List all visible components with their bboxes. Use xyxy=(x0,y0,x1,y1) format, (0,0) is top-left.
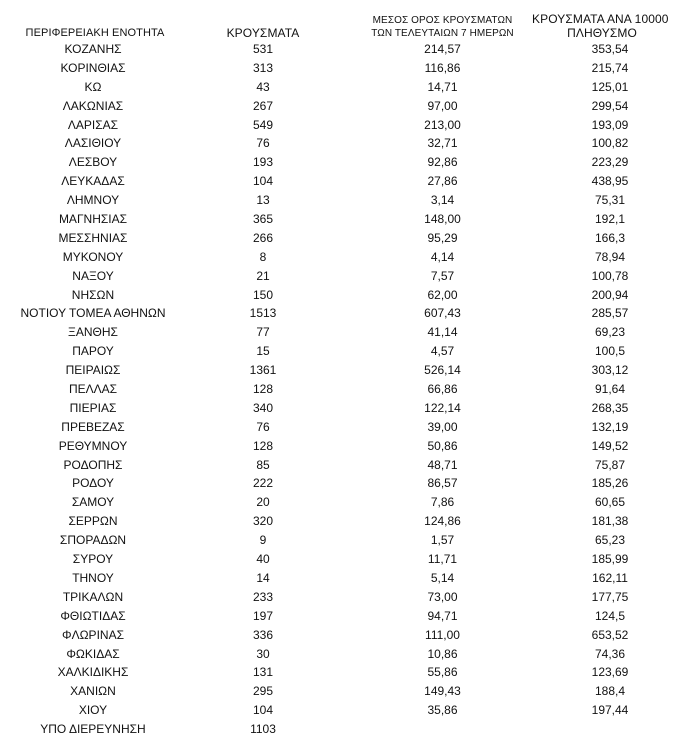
cell-region: ΧΙΟΥ xyxy=(78,703,108,718)
cell-avg7: 1,57 xyxy=(430,533,455,548)
cell-cases: 222 xyxy=(252,476,274,491)
cell-avg7: 11,71 xyxy=(427,552,458,567)
cell-cases: 131 xyxy=(252,665,274,680)
cell-per-capita: 197,44 xyxy=(591,703,629,718)
cell-region: ΣΕΡΡΩΝ xyxy=(68,514,118,529)
cell-region: ΚΟΡΙΝΘΙΑΣ xyxy=(60,60,126,75)
table-row xyxy=(0,663,679,682)
cell-cases: 320 xyxy=(252,514,274,529)
table-row xyxy=(0,210,679,229)
cell-cases: 340 xyxy=(252,400,274,415)
cell-region: ΚΟΖΑΝΗΣ xyxy=(64,42,122,56)
cell-avg7: 149,43 xyxy=(424,684,461,699)
cell-per-capita: 223,29 xyxy=(591,155,629,170)
table-row xyxy=(0,40,679,59)
cell-region: ΣΠΟΡΑΔΩΝ xyxy=(59,533,127,548)
cell-avg7: 95,29 xyxy=(427,230,458,245)
cell-region: ΜΑΓΝΗΣΙΑΣ xyxy=(58,212,128,227)
cell-per-capita: 132,19 xyxy=(591,419,629,434)
cell-avg7: 97,00 xyxy=(427,98,458,113)
table-row xyxy=(0,701,679,720)
cell-region: ΡΟΔΟΠΗΣ xyxy=(63,457,123,472)
cell-cases: 313 xyxy=(252,60,274,75)
table-row xyxy=(0,267,679,286)
cell-avg7: 7,86 xyxy=(430,495,455,510)
cell-per-capita: 60,65 xyxy=(594,495,626,510)
cell-region: ΛΑΡΙΣΑΣ xyxy=(67,117,119,132)
cell-region: ΤΡΙΚΑΛΩΝ xyxy=(62,589,124,604)
cell-per-capita: 123,69 xyxy=(591,665,629,680)
cell-avg7: 48,71 xyxy=(427,457,458,472)
table-row xyxy=(0,720,679,739)
table-row xyxy=(0,361,679,380)
cell-region: ΝΗΣΩΝ xyxy=(71,287,115,302)
table-row xyxy=(0,59,679,78)
table-row xyxy=(0,304,679,323)
cell-cases: 43 xyxy=(256,79,270,94)
table-row xyxy=(0,437,679,456)
cell-region: ΥΠΟ ΔΙΕΡΕΥΝΗΣΗ xyxy=(40,722,146,737)
cell-avg7: 39,00 xyxy=(427,419,458,434)
table-row xyxy=(0,474,679,493)
cell-avg7: 607,43 xyxy=(424,306,461,321)
cell-region: ΚΩ xyxy=(84,79,102,94)
cell-region: ΛΕΣΒΟΥ xyxy=(68,155,118,170)
cell-region: ΠΕΙΡΑΙΩΣ xyxy=(65,363,121,378)
cell-avg7: 4,14 xyxy=(430,249,455,264)
table-row xyxy=(0,380,679,399)
cell-cases: 365 xyxy=(252,212,274,227)
cell-region: ΞΑΝΘΗΣ xyxy=(68,325,118,340)
cell-avg7: 27,86 xyxy=(427,174,458,189)
cell-cases: 9 xyxy=(259,533,267,548)
cell-cases: 85 xyxy=(256,457,270,472)
cell-per-capita: 100,78 xyxy=(591,268,629,283)
cell-per-capita: 65,23 xyxy=(594,533,626,548)
table-row xyxy=(0,399,679,418)
cell-cases: 15 xyxy=(256,344,270,359)
table-row xyxy=(0,286,679,305)
cell-per-capita: 303,12 xyxy=(591,363,629,378)
table-row xyxy=(0,78,679,97)
cell-region: ΛΕΥΚΑΔΑΣ xyxy=(61,174,125,189)
cell-avg7: 124,86 xyxy=(424,514,461,529)
cell-per-capita: 185,26 xyxy=(591,476,629,491)
table-row xyxy=(0,97,679,116)
table-row xyxy=(0,418,679,437)
cell-cases: 21 xyxy=(256,268,270,283)
table-row xyxy=(0,607,679,626)
cell-cases: 104 xyxy=(252,174,274,189)
header-region-label: ΠΕΡΙΦΕΡΕΙΑΚΗ ΕΝΟΤΗΤΑ xyxy=(25,27,165,39)
cell-avg7: 111,00 xyxy=(425,627,460,642)
table-row xyxy=(0,645,679,664)
cell-avg7: 148,00 xyxy=(424,212,461,227)
cell-cases: 30 xyxy=(256,646,270,661)
cell-cases: 128 xyxy=(252,382,274,397)
cell-cases: 150 xyxy=(252,287,274,302)
cell-per-capita: 299,54 xyxy=(591,98,629,113)
cell-per-capita: 193,09 xyxy=(591,117,629,132)
cell-cases: 76 xyxy=(256,419,270,434)
cell-avg7: 86,57 xyxy=(427,476,458,491)
cell-avg7: 10,86 xyxy=(427,646,458,661)
cell-per-capita: 162,11 xyxy=(592,570,628,585)
cell-region: ΜΕΣΣΗΝΙΑΣ xyxy=(58,230,128,245)
table-row xyxy=(0,229,679,248)
cell-per-capita: 268,35 xyxy=(591,400,629,415)
cell-per-capita: 125,01 xyxy=(591,79,629,94)
table-row xyxy=(0,116,679,135)
cell-cases: 193 xyxy=(252,155,274,170)
table-row xyxy=(0,134,679,153)
cell-cases: 128 xyxy=(252,438,274,453)
cell-cases: 266 xyxy=(252,230,274,245)
cell-region: ΛΗΜΝΟΥ xyxy=(66,193,120,208)
cell-per-capita: 285,57 xyxy=(591,306,629,321)
cell-cases: 1103 xyxy=(250,722,276,737)
cell-region: ΦΘΙΩΤΙΔΑΣ xyxy=(60,608,126,623)
cell-cases: 531 xyxy=(252,42,274,56)
table-row xyxy=(0,191,679,210)
cell-cases: 197 xyxy=(252,608,274,623)
header-cases xyxy=(200,0,326,40)
cell-region: ΠΡΕΒΕΖΑΣ xyxy=(61,419,125,434)
header-region xyxy=(0,0,190,40)
cell-per-capita: 200,94 xyxy=(591,287,629,302)
header-cases-label: ΚΡΟΥΣΜΑΤΑ xyxy=(226,26,300,40)
cell-cases: 8 xyxy=(259,249,267,264)
table-row xyxy=(0,248,679,267)
cell-per-capita: 177,75 xyxy=(591,589,629,604)
table-row xyxy=(0,342,679,361)
cell-per-capita: 438,95 xyxy=(591,174,629,189)
cell-avg7: 41,14 xyxy=(427,325,458,340)
table-body xyxy=(0,40,679,739)
cell-per-capita: 185,99 xyxy=(591,552,629,567)
cell-per-capita: 181,38 xyxy=(591,514,629,529)
cell-avg7: 214,57 xyxy=(424,42,461,56)
table-row xyxy=(0,569,679,588)
table-row xyxy=(0,153,679,172)
header-per-capita xyxy=(528,0,679,40)
cell-per-capita: 149,52 xyxy=(591,438,629,453)
cell-cases: 40 xyxy=(256,552,270,567)
table-row xyxy=(0,682,679,701)
cell-region: ΠΑΡΟΥ xyxy=(72,344,114,359)
cell-cases: 76 xyxy=(256,136,270,151)
cell-cases: 77 xyxy=(256,325,270,340)
cell-avg7: 92,86 xyxy=(427,155,458,170)
table-row xyxy=(0,512,679,531)
cell-avg7: 213,00 xyxy=(424,117,461,132)
cell-per-capita: 75,31 xyxy=(594,193,626,208)
cell-per-capita: 124,5 xyxy=(594,608,626,623)
cell-avg7: 55,86 xyxy=(427,665,458,680)
cell-per-capita: 192,1 xyxy=(594,212,626,227)
table-row xyxy=(0,531,679,550)
cell-region: ΠΙΕΡΙΑΣ xyxy=(69,400,117,415)
cell-avg7: 3,14 xyxy=(430,193,455,208)
cell-cases: 14 xyxy=(256,570,270,585)
cell-cases: 13 xyxy=(256,193,270,208)
cell-avg7: 32,71 xyxy=(427,136,458,151)
cell-per-capita: 353,54 xyxy=(591,42,629,56)
table-row xyxy=(0,493,679,512)
table-row xyxy=(0,172,679,191)
cell-avg7: 14,71 xyxy=(427,79,458,94)
cell-avg7: 122,14 xyxy=(424,400,461,415)
cell-cases: 336 xyxy=(252,627,274,642)
cell-region: ΜΥΚΟΝΟΥ xyxy=(62,249,124,264)
cell-cases: 267 xyxy=(252,98,274,113)
cell-cases: 295 xyxy=(252,684,274,699)
cell-cases: 20 xyxy=(256,495,270,510)
cell-region: ΡΟΔΟΥ xyxy=(72,476,114,491)
cell-region: ΣΑΜΟΥ xyxy=(71,495,115,510)
cell-avg7: 5,14 xyxy=(430,570,455,585)
cell-per-capita: 166,3 xyxy=(594,230,626,245)
cell-region: ΧΑΛΚΙΔΙΚΗΣ xyxy=(57,665,129,680)
cell-region: ΠΕΛΛΑΣ xyxy=(68,382,118,397)
header-per-capita-line1: ΚΡΟΥΣΜΑΤΑ ΑΝΑ 10000 xyxy=(532,12,669,26)
table-row xyxy=(0,588,679,607)
cell-cases: 104 xyxy=(252,703,274,718)
cell-region: ΛΑΚΩΝΙΑΣ xyxy=(62,98,124,113)
cell-per-capita: 188,4 xyxy=(594,684,626,699)
cell-per-capita: 74,36 xyxy=(594,646,626,661)
header-avg7 xyxy=(355,0,530,40)
cell-avg7: 66,86 xyxy=(427,382,458,397)
header-per-capita-line2: ΠΛΗΘΥΣΜΟ xyxy=(567,26,637,40)
cell-avg7: 526,14 xyxy=(424,363,461,378)
cell-per-capita: 653,52 xyxy=(591,627,629,642)
cell-avg7: 4,57 xyxy=(430,344,455,359)
cell-region: ΤΗΝΟΥ xyxy=(72,570,114,585)
header-avg7-line2: ΤΩΝ ΤΕΛΕΥΤΑΙΩΝ 7 ΗΜΕΡΩΝ xyxy=(371,28,514,39)
cell-per-capita: 100,5 xyxy=(594,344,626,359)
cell-avg7: 7,57 xyxy=(430,268,455,283)
cell-cases: 1513 xyxy=(249,306,277,321)
cell-avg7: 50,86 xyxy=(427,438,458,453)
cell-avg7: 62,00 xyxy=(427,287,458,302)
cell-avg7: 35,86 xyxy=(427,703,458,718)
cell-per-capita: 75,87 xyxy=(594,457,626,472)
header-avg7-line1: ΜΕΣΟΣ ΟΡΟΣ ΚΡΟΥΣΜΑΤΩΝ xyxy=(372,15,513,26)
table-row xyxy=(0,323,679,342)
cell-avg7: 73,00 xyxy=(427,589,458,604)
cell-region: ΡΕΘΥΜΝΟΥ xyxy=(58,438,128,453)
cell-region: ΝΟΤΙΟΥ ΤΟΜΕΑ ΑΘΗΝΩΝ xyxy=(20,306,166,321)
table-row xyxy=(0,456,679,475)
cell-per-capita: 91,64 xyxy=(594,382,626,397)
table-row xyxy=(0,626,679,645)
cell-per-capita: 69,23 xyxy=(594,325,626,340)
cell-region: ΦΛΩΡΙΝΑΣ xyxy=(62,627,124,642)
cell-cases: 1361 xyxy=(249,363,277,378)
cell-region: ΧΑΝΙΩΝ xyxy=(70,684,116,699)
cell-cases: 233 xyxy=(252,589,274,604)
cell-region: ΝΑΞΟΥ xyxy=(72,268,114,283)
cell-cases: 549 xyxy=(252,117,274,132)
cell-per-capita: 215,74 xyxy=(591,60,629,75)
cell-per-capita: 78,94 xyxy=(594,249,626,264)
cell-region: ΛΑΣΙΘΙΟΥ xyxy=(64,136,122,151)
cell-region: ΣΥΡΟΥ xyxy=(72,552,114,567)
cell-per-capita: 100,82 xyxy=(591,136,629,151)
cell-avg7: 94,71 xyxy=(427,608,458,623)
cell-region: ΦΩΚΙΔΑΣ xyxy=(66,646,120,661)
table-row xyxy=(0,550,679,569)
cell-avg7: 116,86 xyxy=(424,60,461,75)
